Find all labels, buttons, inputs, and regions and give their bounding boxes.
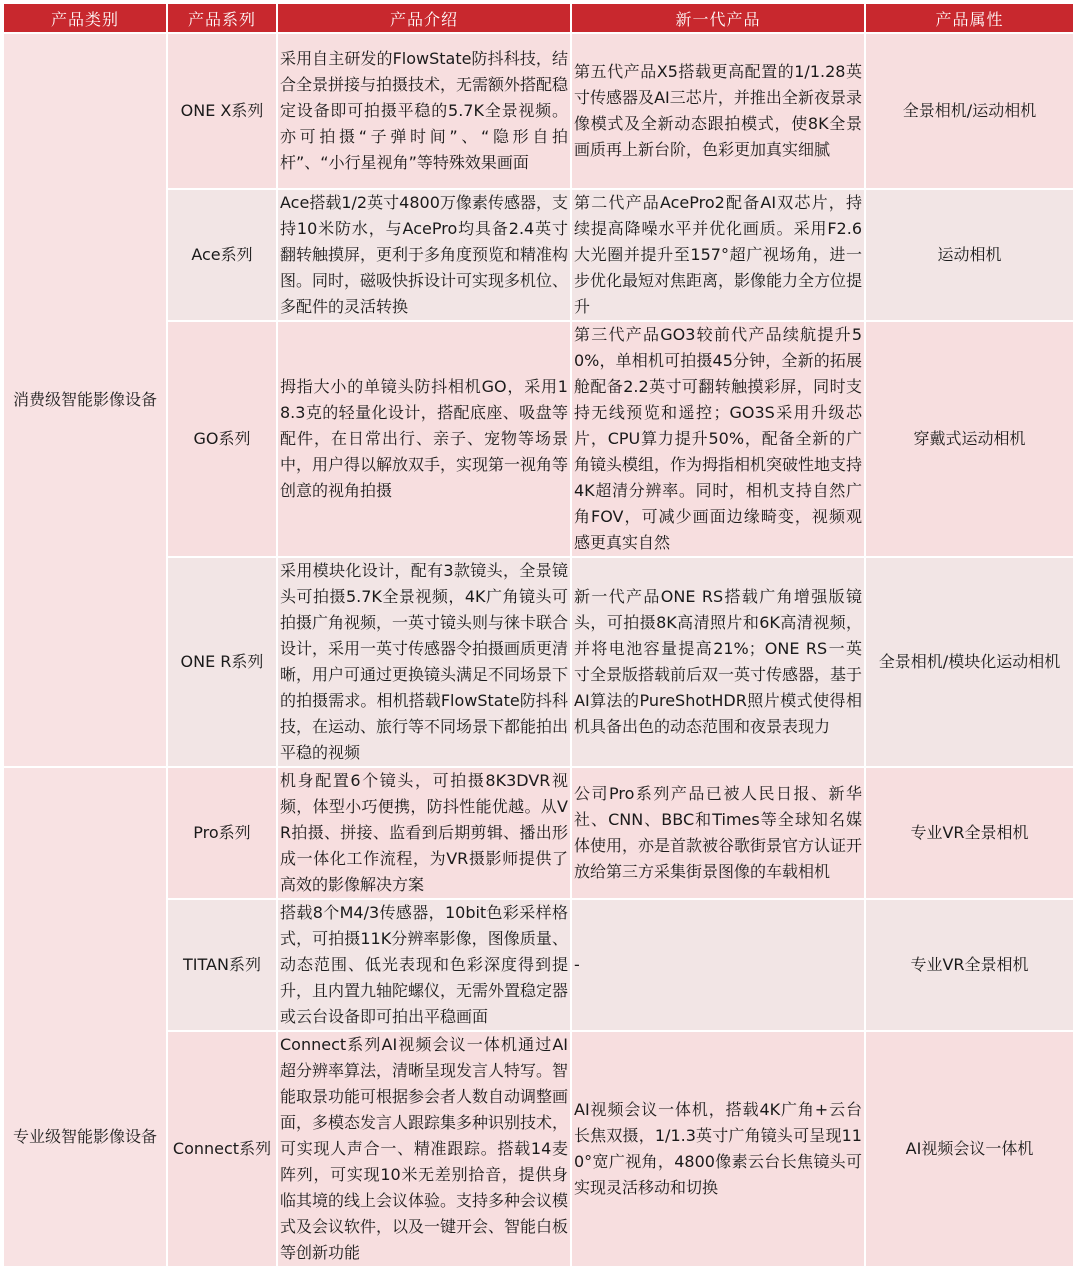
table-row [4,34,1075,190]
series-cell: Pro系列 [168,768,278,900]
header-series: 产品系列 [168,4,278,34]
description-cell: 机身配置6个镜头，可拍摄8K3DVR视频，体型小巧便携，防抖性能优越。从VR拍摄、拼接、监看到后期剪辑、播出形成一体化工作流程，为VR摄影师提供了高效的影像解决方案 [278,768,572,900]
header-row [4,4,1075,34]
series-cell: TITAN系列 [168,900,278,1032]
header-description: 产品介绍 [278,4,572,34]
description-cell: 搭载8个M4/3传感器，10bit色彩采样格式，可拍摄11K分辨率影像，图像质量、动态范围、低光表现和色彩深度得到提升，且内置九轴陀螺仪，无需外置稳定器或云台设备即可拍出平稳画面 [278,900,572,1032]
new-generation-cell: - [572,900,866,1032]
attribute-cell: 专业VR全景相机 [866,900,1075,1032]
header-new-generation: 新一代产品 [572,4,866,34]
new-generation-cell: 新一代产品ONE RS搭载广角增强版镜头，可拍摄8K高清照片和6K高清视频，并将电池容量提高21%；ONE RS一英寸全景版搭载前后双一英寸传感器，基于AI算法的PureShotHDR照片模式使得相机具备出色的动态范围和夜景表现力 [572,558,866,768]
attribute-cell: 全景相机/运动相机 [866,34,1075,190]
category-professional-label: 专业级智能影像设备 [12,1127,157,1146]
description-cell: 采用模块化设计，配有3款镜头，全景镜头可拍摄5.7K全景视频，4K广角镜头可拍摄广角视频，一英寸镜头则与徕卡联合设计，采用一英寸传感器令拍摄画质更清晰，用户可通过更换镜头满足不同场景下的拍摄需求。相机搭载FlowState防抖科技，在运动、旅行等不同场景下都能拍出平稳的视频 [278,558,572,768]
series-cell: Ace系列 [168,190,278,322]
description-cell: Ace搭载1/2英寸4800万像素传感器，支持10米防水，与AcePro均具备2.4英寸翻转触摸屏，更利于多角度预览和精准构图。同时，磁吸快拆设计可实现多机位、多配件的灵活转换 [278,190,572,322]
new-generation-cell: AI视频会议一体机，搭载4K广角+云台长焦双摄，1/1.3英寸广角镜头可呈现110°宽广视角，4800像素云台长焦镜头可实现灵活移动和切换 [572,1032,866,1268]
series-cell: GO系列 [168,322,278,558]
product-table [4,4,1075,1268]
header-category: 产品类别 [4,4,168,34]
table-row [4,768,1075,900]
description-cell: 拇指大小的单镜头防抖相机GO，采用18.3克的轻量化设计，搭配底座、吸盘等配件，在日常出行、亲子、宠物等场景中，用户得以解放双手，实现第一视角等创意的视角拍摄 [278,322,572,558]
category-consumer: 消费级智能影像设备 [4,34,168,768]
series-cell: ONE R系列 [168,558,278,768]
attribute-cell: 专业VR全景相机 [866,768,1075,900]
category-professional [4,768,168,1268]
attribute-cell: 全景相机/模块化运动相机 [866,558,1075,768]
header-attribute: 产品属性 [866,4,1075,34]
new-generation-cell: 第二代产品AcePro2配备AI双芯片，持续提高降噪水平并优化画质。采用F2.6大光圈并提升至157°超广视场角，进一步优化最短对焦距离，影像能力全方位提升 [572,190,866,322]
attribute-cell: AI视频会议一体机 [866,1032,1075,1268]
series-cell: ONE X系列 [168,34,278,190]
description-cell: 采用自主研发的FlowState防抖科技，结合全景拼接与拍摄技术，无需额外搭配稳定设备即可拍摄平稳的5.7K全景视频。亦可拍摄“子弹时间”、“隐形自拍杆”、“小行星视角”等特殊效果画面 [278,34,572,190]
series-cell: Connect系列 [168,1032,278,1268]
new-generation-cell: 第五代产品X5搭载更高配置的1/1.28英寸传感器及AI三芯片，并推出全新夜景录像模式及全新动态跟拍模式，使8K全景画质再上新台阶，色彩更加真实细腻 [572,34,866,190]
attribute-cell: 穿戴式运动相机 [866,322,1075,558]
description-cell: Connect系列AI视频会议一体机通过AI超分辨率算法，清晰呈现发言人特写。智能取景功能可根据参会者人数自动调整画面，多模态发言人跟踪集多种识别技术，可实现人声合一、精准跟踪。搭载14麦阵列，可实现10米无差别拾音，提供身临其境的线上会议体验。支持多种会议模式及会议软件，以及一键开会、智能白板等创新功能 [278,1032,572,1268]
new-generation-cell: 公司Pro系列产品已被人民日报、新华社、CNN、BBC和Times等全球知名媒体使用，亦是首款被谷歌街景官方认证开放给第三方采集街景图像的车载相机 [572,768,866,900]
attribute-cell: 运动相机 [866,190,1075,322]
new-generation-cell: 第三代产品GO3较前代产品续航提升50%，单相机可拍摄45分钟，全新的拓展舱配备2.2英寸可翻转触摸彩屏，同时支持无线预览和遥控；GO3S采用升级芯片，CPU算力提升50%，配备全新的广角镜头模组，作为拇指相机突破性地支持4K超清分辨率。同时，相机支持自然广角FOV，可减少画面边缘畸变，视频观感更真实自然 [572,322,866,558]
